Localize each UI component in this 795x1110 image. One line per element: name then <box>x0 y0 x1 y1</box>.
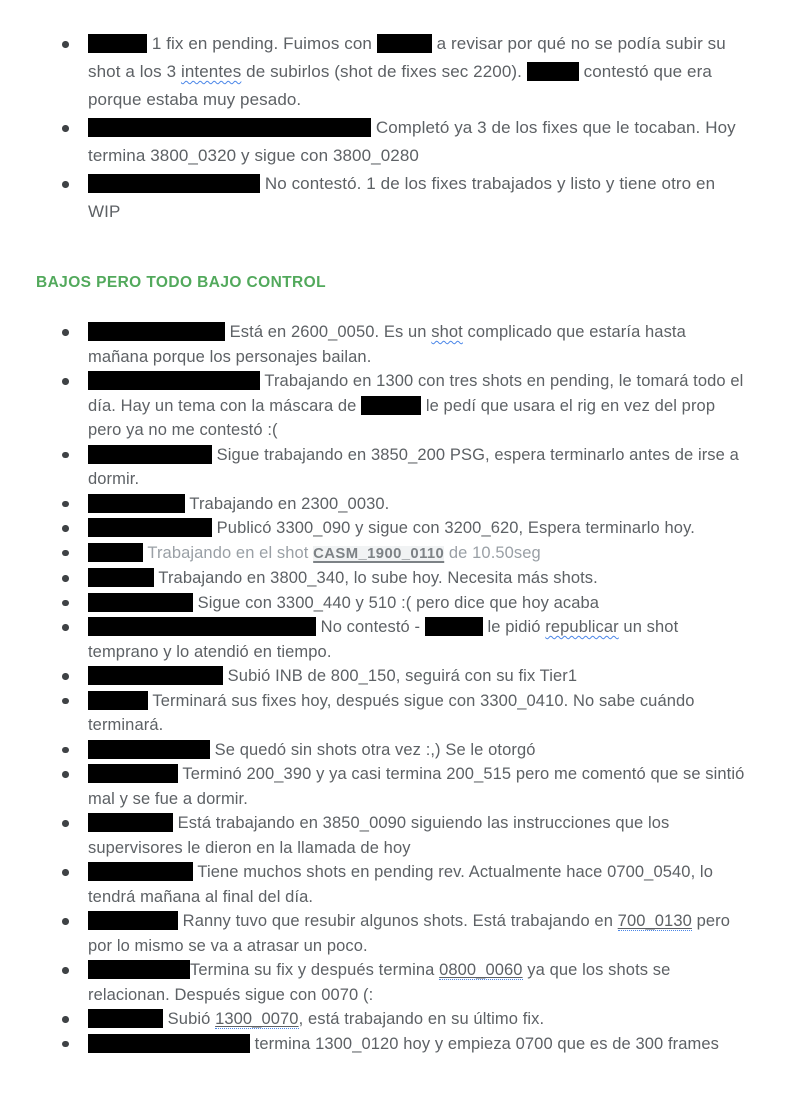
text-run: de subirlos (shot de fixes sec 2200). <box>241 62 527 81</box>
list-item <box>36 369 745 443</box>
bullet-marker-icon <box>62 378 69 385</box>
bullet-marker-icon <box>62 525 69 532</box>
text-run: de 10.50seg <box>444 543 541 562</box>
list-item <box>36 492 745 517</box>
text-run: le pidió <box>482 618 546 636</box>
redacted-name <box>88 740 210 759</box>
redacted-name <box>88 518 212 537</box>
redacted-name <box>88 764 178 783</box>
text-run: Se quedó sin shots otra vez :,) Se le otorgó <box>210 740 536 759</box>
redacted-name <box>88 813 173 832</box>
text-run: Publicó 3300_090 y sigue con 3200_620, Espera terminarlo hoy. <box>212 519 695 537</box>
bullet-marker-icon <box>62 771 69 778</box>
bullet-marker-icon <box>62 452 69 459</box>
list-item <box>36 30 745 114</box>
redacted-name <box>88 445 212 464</box>
redacted-name <box>88 371 260 390</box>
redacted-name <box>88 494 185 513</box>
list-item <box>36 664 745 689</box>
text-run: Sigue con 3300_440 y 510 :( pero dice que hoy acaba <box>193 593 600 612</box>
bullet-marker-icon <box>62 181 69 188</box>
text-run: Está trabajando en 3850_0090 siguiendo las instrucciones que los supervisores le dieron en la llamada de hoy <box>88 814 670 857</box>
text-run: le pedí que usara el rig en vez del prop pero ya no me contestó :( <box>88 396 716 439</box>
shot-link[interactable]: 1300_0070 <box>215 1010 299 1028</box>
bullet-marker-icon <box>62 698 69 705</box>
text-run: un shot temprano y lo atendió en tiempo. <box>88 618 679 661</box>
bullet-marker-icon <box>62 624 69 631</box>
text-run: a revisar por qué no se podía subir su shot a los 3 <box>88 34 726 81</box>
redacted-name <box>88 322 225 341</box>
text-run: Tiene muchos shots en pending rev. Actualmente hace 0700_0540, lo tendrá mañana al final del día. <box>88 863 713 906</box>
list-item <box>36 541 745 567</box>
text-run: Subió <box>163 1010 216 1028</box>
redacted-name <box>88 1009 163 1028</box>
redacted-name <box>88 960 190 979</box>
bullet-marker-icon <box>62 501 69 508</box>
section-heading: BAJOS PERO TODO BAJO CONTROL <box>36 274 326 291</box>
bullet-marker-icon <box>62 747 69 754</box>
bullet-marker-icon <box>62 575 69 582</box>
text-run: Trabajando en 2300_0030. <box>185 494 390 513</box>
list-item <box>36 909 745 958</box>
list-item <box>36 170 745 226</box>
redacted-name <box>88 617 316 636</box>
list-item <box>36 320 745 369</box>
bullet-marker-icon <box>62 550 69 557</box>
misspelled-word: intentes <box>180 62 242 81</box>
list-item <box>36 811 745 860</box>
text-run: Termina su fix y después termina <box>190 961 440 979</box>
list-item <box>36 1007 745 1032</box>
redacted-name <box>425 617 483 636</box>
notes-section-bajos <box>36 320 745 1056</box>
text-run: Trabajando en el shot <box>143 543 314 562</box>
list-item <box>36 566 745 591</box>
text-run: No contestó. 1 de los fixes trabajados y listo y tiene otro en WIP <box>88 174 716 221</box>
text-run: , está trabajando en su último fix. <box>298 1010 545 1028</box>
redacted-name <box>88 543 143 562</box>
shot-link[interactable]: CASM_1900_0110 <box>313 545 445 562</box>
redacted-name <box>88 911 178 930</box>
redacted-name <box>88 691 148 710</box>
bullet-marker-icon <box>62 1041 69 1048</box>
text-run: Terminará sus fixes hoy, después sigue con 3300_0410. No sabe cuándo terminará. <box>88 691 695 734</box>
list-item <box>36 591 745 616</box>
bullet-marker-icon <box>62 918 69 925</box>
text-run: ya que los shots se relacionan. Después sigue con 0070 (: <box>88 961 671 1004</box>
bullet-marker-icon <box>62 1016 69 1023</box>
redacted-name <box>361 396 421 415</box>
list-item <box>36 738 745 763</box>
redacted-name <box>88 174 260 193</box>
list-item <box>36 615 745 664</box>
text-run: termina 1300_0120 hoy y empieza 0700 que es de 300 frames <box>250 1034 720 1053</box>
shot-link[interactable]: 700_0130 <box>617 912 692 930</box>
list-item <box>36 516 745 541</box>
bullet-list-top <box>36 30 745 226</box>
list-item <box>36 860 745 909</box>
redacted-name <box>88 118 371 137</box>
redacted-name <box>88 666 223 685</box>
redacted-name <box>88 568 154 587</box>
list-item <box>36 689 745 738</box>
bullet-marker-icon <box>62 820 69 827</box>
text-run: Está en 2600_0050. Es un <box>225 323 432 341</box>
redacted-name <box>88 1034 250 1053</box>
misspelled-word: shot <box>431 323 463 341</box>
shot-link[interactable]: 0800_0060 <box>439 961 523 979</box>
list-item <box>36 443 745 492</box>
text-run: Subió INB de 800_150, seguirá con su fix Tier1 <box>223 667 578 685</box>
notes-section-top <box>36 30 745 226</box>
text-run: Completó ya 3 de los fixes que le tocaban. Hoy termina 3800_0320 y sigue con 3800_0280 <box>88 118 736 165</box>
list-item <box>36 762 745 811</box>
redacted-name <box>527 62 579 81</box>
redacted-name <box>377 34 432 53</box>
text-run: contestó que era porque estaba muy pesado. <box>88 62 712 109</box>
bullet-marker-icon <box>62 329 69 336</box>
text-run: Trabajando en 3800_340, lo sube hoy. Necesita más shots. <box>154 569 598 587</box>
text-run: Ranny tuvo que resubir algunos shots. Está trabajando en <box>178 912 618 930</box>
text-run: Trabajando en 1300 con tres shots en pending, le tomará todo el día. Hay un tema con la máscara de <box>88 372 744 415</box>
bullet-marker-icon <box>62 673 69 680</box>
text-run: Terminó 200_390 y ya casi termina 200_515 pero me comentó que se sintió mal y se fue a dormir. <box>88 765 745 808</box>
bullet-marker-icon <box>62 600 69 607</box>
bullet-marker-icon <box>62 869 69 876</box>
bullet-list-bajos <box>36 320 745 1056</box>
misspelled-word: republicar <box>545 618 619 636</box>
redacted-name <box>88 34 147 53</box>
redacted-name <box>88 862 193 881</box>
text-run: 1 fix en pending. Fuimos con <box>147 34 377 53</box>
bullet-marker-icon <box>62 967 69 974</box>
bullet-marker-icon <box>62 41 69 48</box>
list-item <box>36 1032 745 1057</box>
text-run: pero por lo mismo se va a atrasar un poco. <box>88 912 730 955</box>
redacted-name <box>88 593 193 612</box>
text-run: Sigue trabajando en 3850_200 PSG, espera terminarlo antes de irse a dormir. <box>88 445 739 488</box>
list-item <box>36 958 745 1007</box>
text-run: No contestó - <box>316 618 425 636</box>
text-run: complicado que estaría hasta mañana porque los personajes bailan. <box>88 323 686 366</box>
list-item <box>36 114 745 170</box>
bullet-marker-icon <box>62 125 69 132</box>
